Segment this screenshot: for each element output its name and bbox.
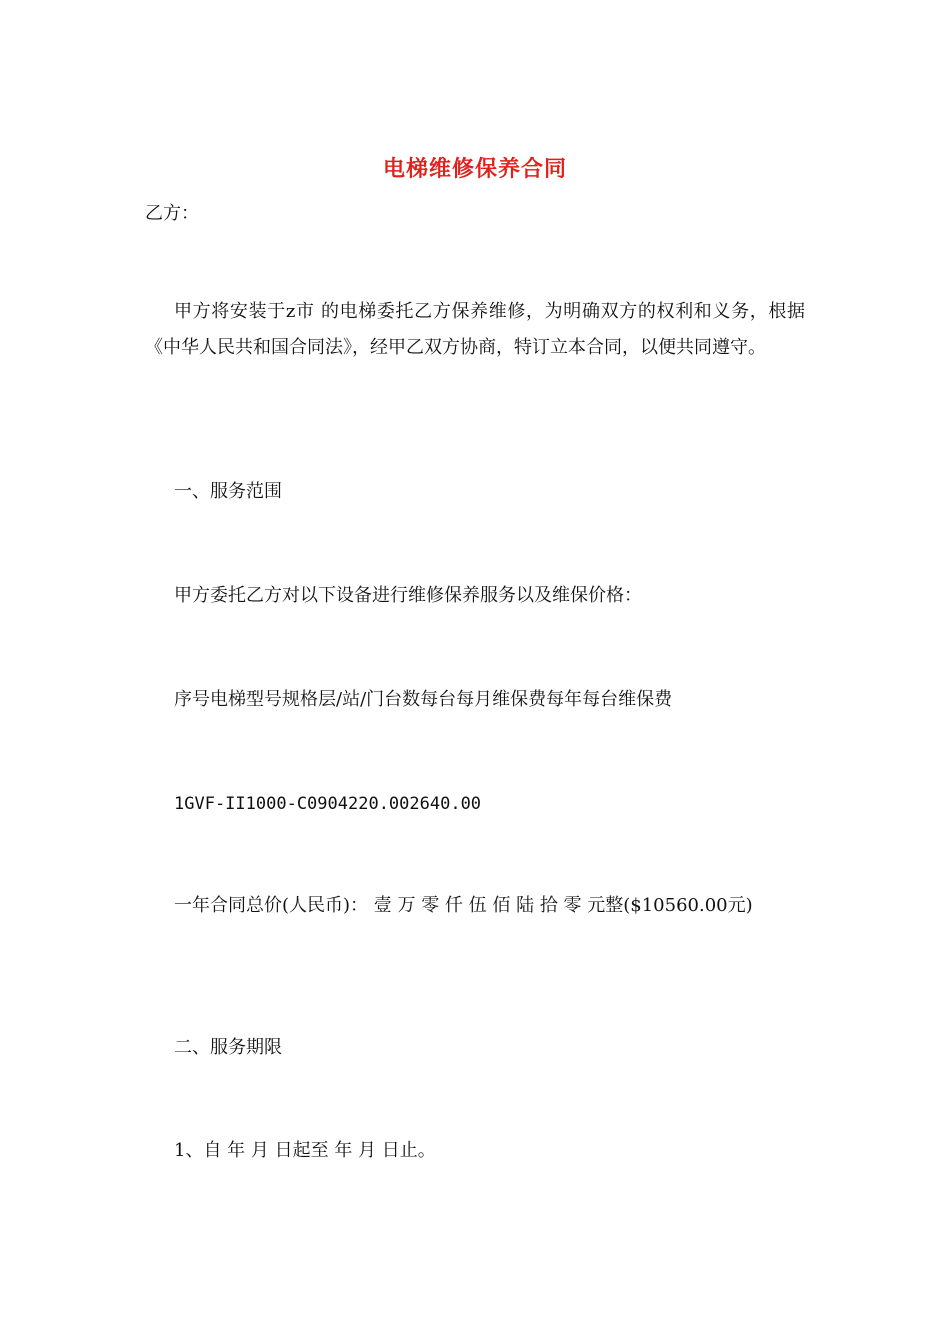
intro-paragraph: 甲方将安装于z市 的电梯委托乙方保养维修，为明确双方的权利和义务，根据《中华人民共和国合同法》，经甲乙双方协商，特订立本合同，以便共同遵守。 [145, 301, 805, 358]
table-header-row: 序号电梯型号规格层/站/门台数每台每月维保费每年每台维保费 [174, 689, 673, 710]
total-price-paragraph: 一年合同总价(人民币)： 壹 万 零 仟 伍 佰 陆 拾 零 元整($10560.00元) [174, 895, 753, 916]
table-data-row: 1GVF-II1000-C0904220.002640.00 [174, 794, 482, 814]
party-b-label: 乙方： [145, 203, 199, 224]
section-1-text: 甲方委托乙方对以下设备进行维修保养服务以及维保价格： [174, 585, 642, 606]
term-item: 1、自 年 月 日起至 年 月 日止。 [174, 1140, 436, 1161]
section-2-heading: 二、服务期限 [174, 1037, 282, 1058]
document-title: 电梯维修保养合同 [382, 157, 567, 182]
section-1-heading: 一、服务范围 [174, 481, 282, 502]
